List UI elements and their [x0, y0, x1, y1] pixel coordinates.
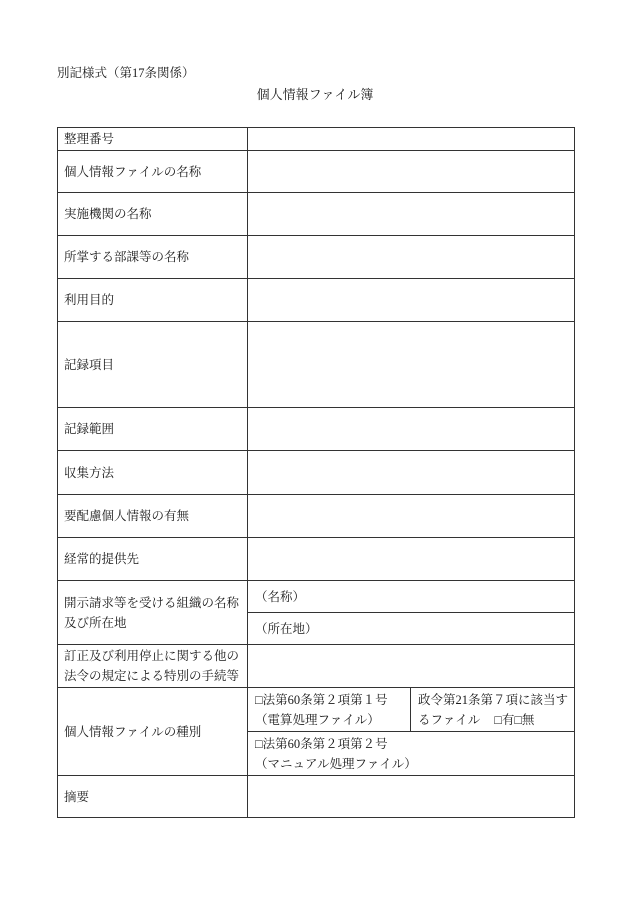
electronic-file-label: 法第60条第２項第１号 [262, 692, 388, 707]
label-regular-recipients: 経常的提供先 [58, 538, 248, 581]
label-collection-method: 収集方法 [58, 451, 248, 495]
row-special-procedures [58, 645, 575, 688]
org-address-caption: （所在地） [255, 621, 318, 636]
label-file-type: 個人情報ファイルの種別 [58, 688, 248, 776]
field-disclosure-org-name[interactable] [248, 581, 575, 613]
row-file-name [58, 151, 575, 193]
field-sensitive-info[interactable] [248, 495, 575, 538]
ordinance-no-label: 無 [521, 712, 535, 727]
field-special-procedures[interactable] [248, 645, 575, 688]
ordinance-file-label-cont: るファイル [418, 712, 481, 727]
field-regular-recipients[interactable] [248, 538, 575, 581]
label-sensitive-info: 要配慮個人情報の有無 [58, 495, 248, 538]
option-line [418, 710, 567, 730]
label-summary: 摘要 [58, 776, 248, 818]
field-record-scope[interactable] [248, 408, 575, 451]
manual-file-label: 法第60条第２項第２号 [262, 736, 388, 751]
label-serial-number: 整理番号 [58, 128, 248, 151]
document-title: 個人情報ファイル簿 [256, 87, 374, 102]
ordinance-file-label: 政令第21条第７項に該当す [418, 692, 569, 707]
row-sensitive-info [58, 495, 575, 538]
field-record-items[interactable] [248, 322, 575, 408]
label-line: 及び所在地 [64, 615, 127, 630]
row-disclosure-org-name [58, 581, 575, 613]
row-collection-method [58, 451, 575, 495]
label-disclosure-org [58, 581, 248, 645]
field-disclosure-org-address[interactable] [248, 613, 575, 645]
field-department-name[interactable] [248, 236, 575, 279]
row-regular-recipients [58, 538, 575, 581]
field-purpose[interactable] [248, 279, 575, 322]
label-special-procedures [58, 645, 248, 688]
row-department-name [58, 236, 575, 279]
row-purpose [58, 279, 575, 322]
field-summary[interactable] [248, 776, 575, 818]
org-name-caption: （名称） [255, 589, 306, 604]
row-file-type-top [58, 688, 575, 732]
row-agency-name [58, 193, 575, 236]
row-record-scope [58, 408, 575, 451]
field-agency-name[interactable] [248, 193, 575, 236]
ordinance-yes-checkbox[interactable]: □ [494, 712, 502, 727]
label-line: 法令の規定による特別の手続等 [64, 669, 240, 683]
option-electronic-file [248, 688, 411, 732]
label-file-name: 個人情報ファイルの名称 [58, 151, 248, 193]
row-serial-number [58, 128, 575, 151]
row-summary [58, 776, 575, 818]
label-line: 訂正及び利用停止に関する他の [64, 649, 240, 663]
field-collection-method[interactable] [248, 451, 575, 495]
label-agency-name: 実施機関の名称 [58, 193, 248, 236]
option-line [255, 690, 403, 710]
option-manual-file [248, 732, 575, 776]
option-ordinance-file [411, 688, 575, 732]
ordinance-no-checkbox[interactable]: □ [514, 712, 522, 727]
electronic-file-subtitle: （電算処理ファイル） [255, 712, 380, 727]
row-record-items [58, 322, 575, 408]
personal-info-file-register-table [57, 127, 575, 818]
ordinance-yes-label: 有 [501, 712, 515, 727]
label-department-name: 所掌する部課等の名称 [58, 236, 248, 279]
electronic-file-checkbox[interactable]: □ [255, 692, 263, 707]
field-file-name[interactable] [248, 151, 575, 193]
label-purpose: 利用目的 [58, 279, 248, 322]
label-record-items: 記録項目 [58, 322, 248, 408]
label-line: 開示請求等を受ける組織の名称 [64, 595, 240, 610]
manual-file-subtitle: （マニュアル処理ファイル） [255, 756, 417, 771]
option-line [255, 734, 567, 754]
manual-file-checkbox[interactable]: □ [255, 736, 263, 751]
label-record-scope: 記録範囲 [58, 408, 248, 451]
form-reference: 別記様式（第17条関係） [57, 66, 195, 80]
field-serial-number[interactable] [248, 128, 575, 151]
